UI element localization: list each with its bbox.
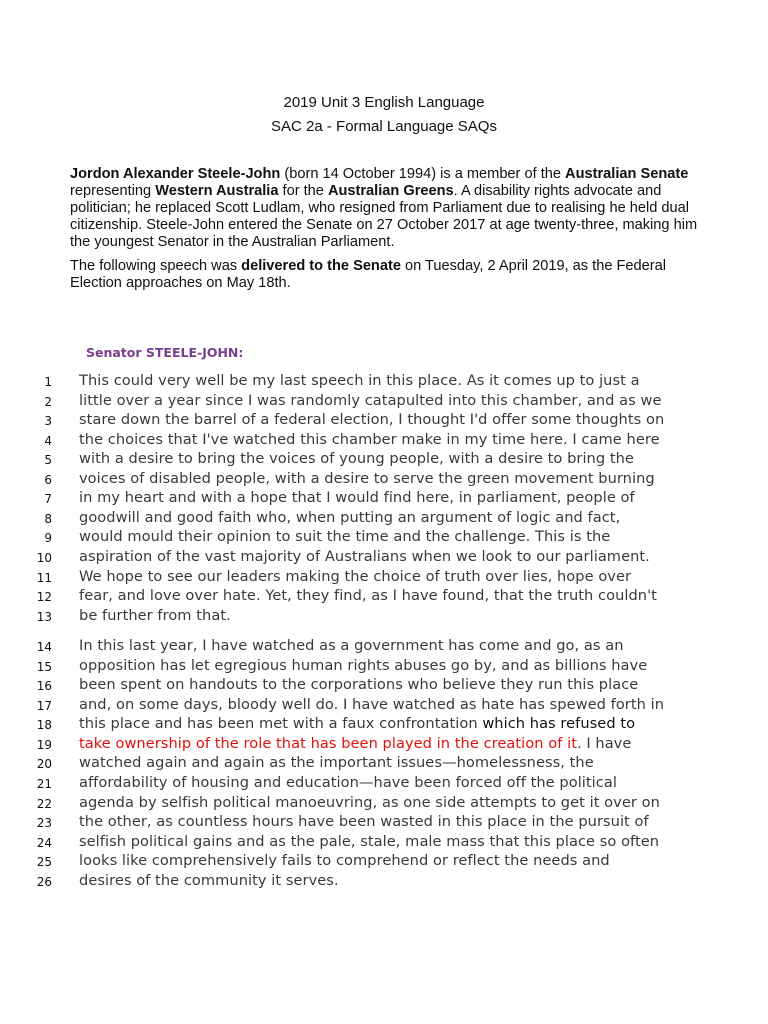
intro-paragraph-bio: Jordon Alexander Steele-John (born 14 October 1994) is a member of the Australian Senate representing Western Australia for the Australian Greens. A disability rights advocate and politician; he replaced Scott Ludlam, who resigned from Parliament due to realising he held dual citizenship. Steele-John entered the Senate on 27 October 2017 at age twenty-three, making him the youngest Senator in the Australian Parliament. bbox=[70, 166, 698, 250]
line-text bbox=[79, 754, 594, 771]
line-number: 26 bbox=[36, 874, 52, 889]
line-text bbox=[79, 392, 662, 409]
line-text bbox=[79, 411, 664, 428]
line-text-segment: the other, as countless hours have been wasted in this place in the pursuit of bbox=[79, 813, 649, 831]
line-text-segment: looks like comprehensively fails to comprehend or reflect the needs and bbox=[79, 852, 610, 870]
speaker-label: Senator STEELE-JOHN: bbox=[86, 345, 244, 360]
line-number: 20 bbox=[36, 757, 52, 772]
line-text-segment: In this last year, I have watched as a government has come and go, as an bbox=[79, 637, 624, 655]
speech-line bbox=[0, 754, 768, 774]
speech-line bbox=[0, 813, 768, 833]
line-text bbox=[79, 872, 339, 889]
line-text-segment: . I have bbox=[576, 734, 632, 752]
line-text-segment: the choices that I've watched this chamber make in my time here. I came here bbox=[79, 430, 660, 448]
line-text bbox=[79, 852, 610, 869]
line-number: 17 bbox=[36, 698, 52, 713]
line-text bbox=[79, 489, 635, 506]
line-number: 16 bbox=[36, 679, 52, 694]
line-text-segment: voices of disabled people, with a desire to serve the green movement burning bbox=[79, 469, 655, 487]
line-number: 13 bbox=[36, 609, 52, 624]
line-text bbox=[79, 450, 634, 467]
speech-line bbox=[0, 657, 768, 677]
speech-line bbox=[0, 489, 768, 509]
line-text bbox=[79, 735, 631, 752]
line-text bbox=[79, 774, 617, 791]
line-number: 15 bbox=[36, 659, 52, 674]
line-number: 5 bbox=[44, 453, 52, 468]
speech-line bbox=[0, 852, 768, 872]
line-text bbox=[79, 833, 659, 850]
document-title: 2019 Unit 3 English Language bbox=[283, 94, 485, 111]
speech-line bbox=[0, 696, 768, 716]
line-number: 6 bbox=[44, 472, 52, 487]
line-number: 18 bbox=[36, 718, 52, 733]
line-text-segment: little over a year since I was randomly catapulted into this chamber, and as we bbox=[79, 391, 662, 409]
line-text bbox=[79, 470, 655, 487]
line-text bbox=[79, 813, 649, 830]
line-text-segment: this place and has been met with a faux confrontation bbox=[79, 715, 483, 733]
speech-line bbox=[0, 392, 768, 412]
line-text bbox=[79, 607, 231, 624]
senator-name: Jordon Alexander Steele-John bbox=[70, 166, 281, 182]
line-text bbox=[79, 657, 647, 674]
line-number: 24 bbox=[36, 835, 52, 850]
line-text-segment: fear, and love over hate. Yet, they find, as I have found, that the truth couldn't bbox=[79, 587, 657, 605]
line-number: 8 bbox=[44, 511, 52, 526]
line-number: 1 bbox=[44, 375, 52, 389]
line-text-segment: opposition has let egregious human rights abuses go by, and as billions have bbox=[79, 656, 648, 674]
document-subtitle: SAC 2a - Formal Language SAQs bbox=[271, 118, 497, 135]
line-text-segment: been spent on handouts to the corporations who believe they run this place bbox=[79, 676, 639, 694]
line-text bbox=[79, 431, 660, 448]
line-text bbox=[79, 715, 635, 732]
line-number: 12 bbox=[36, 590, 52, 605]
line-text bbox=[79, 587, 657, 604]
line-text bbox=[79, 676, 638, 693]
line-text-segment: goodwill and good faith who, when putting an argument of logic and fact, bbox=[79, 508, 621, 526]
line-text-segment: in my heart and with a hope that I would find here, in parliament, people of bbox=[79, 489, 635, 507]
speech-line bbox=[0, 528, 768, 548]
speech-line bbox=[0, 794, 768, 814]
line-text-segment: aspiration of the vast majority of Australians when we look to our parliament. bbox=[79, 547, 650, 565]
line-text bbox=[79, 696, 664, 713]
line-text-segment: would mould their opinion to suit the time and the challenge. This is the bbox=[79, 528, 611, 546]
line-text bbox=[79, 568, 631, 585]
line-text-segment: desires of the community it serves. bbox=[79, 871, 339, 889]
intro-paragraph-context: The following speech was delivered to the Senate on Tuesday, 2 April 2019, as the Federal Election approaches on May 18th. bbox=[70, 258, 666, 291]
speech-line bbox=[0, 676, 768, 696]
speech-line bbox=[0, 509, 768, 529]
line-number: 10 bbox=[36, 550, 52, 565]
speech-line bbox=[0, 872, 768, 892]
speech-line bbox=[0, 431, 768, 451]
speech-line bbox=[0, 411, 768, 431]
line-text-segment: be further from that. bbox=[79, 606, 231, 624]
line-text bbox=[79, 509, 620, 526]
speech-line bbox=[0, 470, 768, 490]
line-text bbox=[79, 528, 610, 545]
line-text-segment: and, on some days, bloody well do. I have watched as hate has spewed forth in bbox=[79, 695, 665, 713]
line-text bbox=[79, 637, 624, 654]
line-number: 4 bbox=[44, 433, 52, 448]
highlighted-text-red: take ownership of the role that has been played in the creation of it bbox=[79, 734, 577, 752]
speech-line bbox=[0, 607, 768, 627]
line-number: 3 bbox=[44, 414, 52, 429]
speech-line bbox=[0, 735, 768, 755]
line-number: 23 bbox=[36, 816, 52, 831]
speech-line bbox=[0, 568, 768, 588]
line-text-segment: selfish political gains and as the pale, stale, male mass that this place so often bbox=[79, 832, 660, 850]
line-text-segment: watched again and again as the important issues—homelessness, the bbox=[79, 754, 594, 772]
line-number: 7 bbox=[44, 492, 52, 507]
line-text-segment: affordability of housing and education—have been forced off the political bbox=[79, 774, 617, 791]
speech-line bbox=[0, 774, 768, 794]
line-text bbox=[79, 548, 650, 565]
speech-line bbox=[0, 587, 768, 607]
speech-line bbox=[0, 450, 768, 470]
line-number: 11 bbox=[36, 570, 52, 585]
highlighted-text-black: which has refused to bbox=[482, 715, 636, 733]
line-text-segment: agenda by selfish political manoeuvring, as one side attempts to get it over on bbox=[79, 793, 660, 811]
speech-line bbox=[0, 715, 768, 735]
line-text bbox=[79, 372, 640, 389]
line-number: 2 bbox=[44, 394, 52, 409]
line-number: 22 bbox=[36, 796, 52, 811]
line-text-segment: with a desire to bring the voices of young people, with a desire to bring the bbox=[79, 450, 634, 468]
line-text-segment: stare down the barrel of a federal election, I thought I'd offer some thoughts on bbox=[79, 411, 665, 429]
line-number: 14 bbox=[36, 640, 52, 655]
line-number: 9 bbox=[44, 531, 52, 546]
speech-line bbox=[0, 548, 768, 568]
speech-line bbox=[0, 372, 768, 392]
line-text-segment: This could very well be my last speech in this place. As it comes up to just a bbox=[79, 372, 640, 389]
speech-line bbox=[0, 833, 768, 853]
line-number: 19 bbox=[36, 737, 52, 752]
line-text-segment: We hope to see our leaders making the choice of truth over lies, hope over bbox=[79, 567, 632, 585]
speech-line bbox=[0, 637, 768, 657]
line-number: 21 bbox=[36, 777, 52, 791]
line-text bbox=[79, 794, 660, 811]
line-number: 25 bbox=[36, 855, 52, 870]
